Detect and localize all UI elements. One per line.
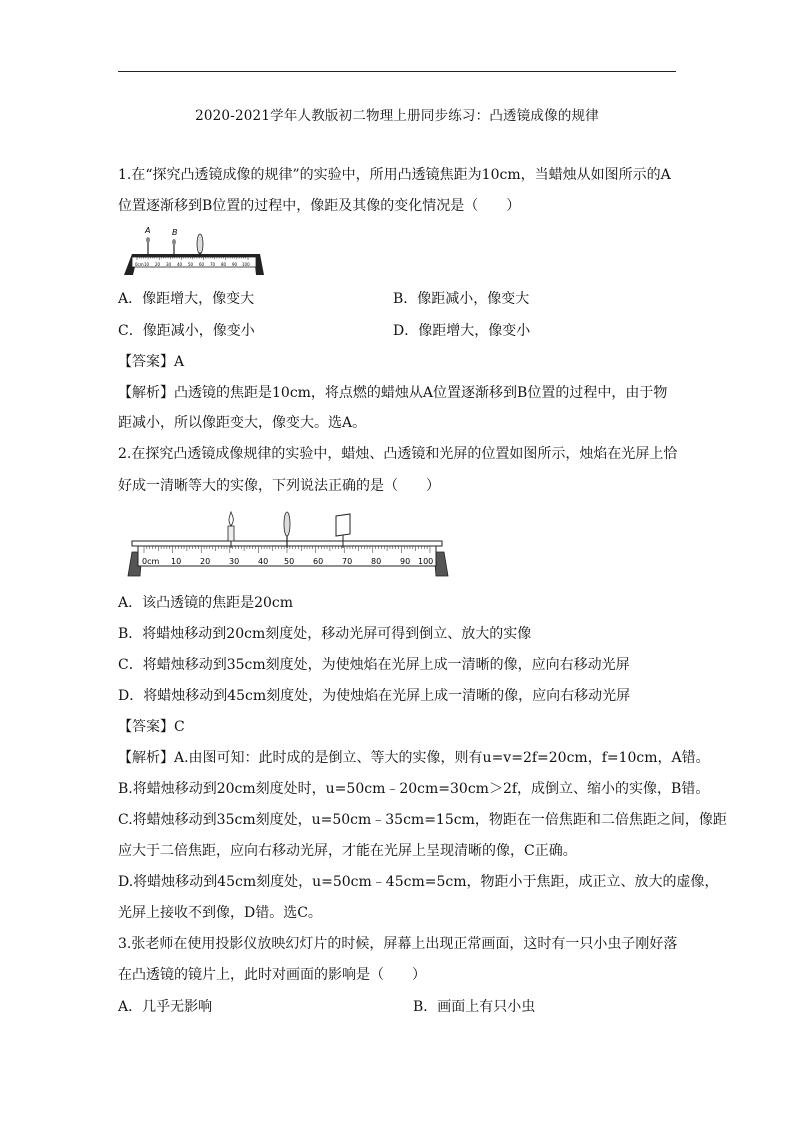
page-title: 2020-2021学年人教版初二物理上册同步练习：凸透镜成像的规律 bbox=[195, 108, 599, 124]
q2-optical-bench-figure bbox=[124, 508, 450, 578]
q2-option-b: B．将蜡烛移动到20cm刻度处，移动光屏可得到倒立、放大的实像 bbox=[118, 626, 532, 642]
q1-scale-0: 0cm bbox=[135, 262, 144, 267]
q1-stem-line-1: 1.在“探究凸透镜成像的规律”的实验中，所用凸透镜焦距为10cm，当蜡烛从如图所示的A bbox=[118, 167, 671, 183]
q1-label-b: B bbox=[172, 228, 178, 237]
q1-scale-60: 60 bbox=[199, 262, 205, 267]
q1-scale-40: 40 bbox=[177, 262, 183, 267]
q2-scale-70: 70 bbox=[342, 557, 353, 566]
q2-stem-line-1: 2.在探究凸透镜成像规律的实验中，蜡烛、凸透镜和光屏的位置如图所示，烛焰在光屏上恰 bbox=[118, 446, 678, 462]
q2-option-c: C．将蜡烛移动到35cm刻度处，为使烛焰在光屏上成一清晰的像，应向右移动光屏 bbox=[118, 657, 630, 673]
q2-analysis-line-1: 【解析】A.由图可知：此时成的是倒立、等大的实像，则有u=v=2f=20cm，f=10cm，A错。 bbox=[118, 750, 710, 766]
q2-analysis-line-5: D.将蜡烛移动到45cm刻度处，u=50cm﹣45cm=5cm，物距小于焦距，成正立、放大的虚像， bbox=[118, 874, 719, 890]
q1-label-a: A bbox=[145, 226, 151, 235]
q3-option-b: B．画面上有只小虫 bbox=[413, 999, 536, 1015]
q1-scale-30: 30 bbox=[166, 262, 172, 267]
q2-scale-90: 90 bbox=[400, 557, 411, 566]
q1-scale-90: 90 bbox=[232, 262, 238, 267]
q2-scale-30: 30 bbox=[229, 557, 240, 566]
q3-stem-line-2: 在凸透镜的镜片上，此时对画面的影响是（ ） bbox=[118, 967, 426, 983]
q1-option-d: D．像距增大，像变小 bbox=[393, 323, 531, 339]
q1-scale-20: 20 bbox=[155, 262, 161, 267]
q1-scale-50: 50 bbox=[188, 262, 194, 267]
q1-scale-80: 80 bbox=[221, 262, 227, 267]
header-rule bbox=[118, 71, 676, 72]
q2-answer: 【答案】C bbox=[118, 719, 185, 735]
q2-analysis-line-6: 光屏上接收不到像，D错。选C。 bbox=[118, 905, 322, 921]
q2-scale-0: 0cm bbox=[142, 557, 160, 566]
q2-scale-60: 60 bbox=[313, 557, 324, 566]
q1-analysis-line-1: 【解析】凸透镜的焦距是10cm，将点燃的蜡烛从A位置逐渐移到B位置的过程中，由于物 bbox=[118, 385, 668, 401]
q1-option-b: B．像距减小，像变大 bbox=[393, 291, 530, 307]
q1-option-a: A．像距增大，像变大 bbox=[118, 291, 255, 307]
q3-option-a: A．几乎无影响 bbox=[118, 999, 213, 1015]
q1-scale-70: 70 bbox=[210, 262, 216, 267]
q2-stem-line-2: 好成一清晰等大的实像，下列说法正确的是（ ） bbox=[118, 478, 440, 494]
q1-scale-10: 10 bbox=[144, 262, 150, 267]
q2-analysis-line-3: C.将蜡烛移动到35cm刻度处，u=50cm﹣35cm=15cm，物距在一倍焦距和二倍焦距之间，像距 bbox=[118, 812, 727, 828]
q2-scale-40: 40 bbox=[258, 557, 269, 566]
q1-answer: 【答案】A bbox=[118, 354, 185, 370]
q2-scale-50: 50 bbox=[284, 557, 295, 566]
q2-scale-20: 20 bbox=[200, 557, 211, 566]
q2-option-d: D．将蜡烛移动到45cm刻度处，为使烛焰在光屏上成一清晰的像，应向右移动光屏 bbox=[118, 688, 631, 704]
q2-analysis-line-4: 应大于二倍焦距，应向右移动光屏，才能在光屏上呈现清晰的像，C正确。 bbox=[118, 843, 577, 859]
q1-scale-100: 100 bbox=[242, 262, 250, 267]
q3-stem-line-1: 3.张老师在使用投影仪放映幻灯片的时候，屏幕上出现正常画面，这时有一只小虫子刚好落 bbox=[118, 936, 678, 952]
q1-option-c: C．像距减小，像变小 bbox=[118, 323, 255, 339]
q1-analysis-line-2: 距减小，所以像距变大，像变大。选A。 bbox=[118, 415, 367, 431]
q2-option-a: A．该凸透镜的焦距是20cm bbox=[118, 595, 294, 611]
q2-scale-80: 80 bbox=[371, 557, 382, 566]
q2-analysis-line-2: B.将蜡烛移动到20cm刻度处时，u=50cm﹣20cm=30cm＞2f，成倒立、缩小的实像，B错。 bbox=[118, 781, 710, 797]
q1-stem-line-2: 位置逐渐移到B位置的过程中，像距及其像的变化情况是（ ） bbox=[118, 198, 521, 214]
q2-scale-10: 10 bbox=[171, 557, 182, 566]
q2-scale-100: 100 bbox=[418, 557, 434, 566]
q1-optical-bench-figure bbox=[124, 226, 264, 278]
